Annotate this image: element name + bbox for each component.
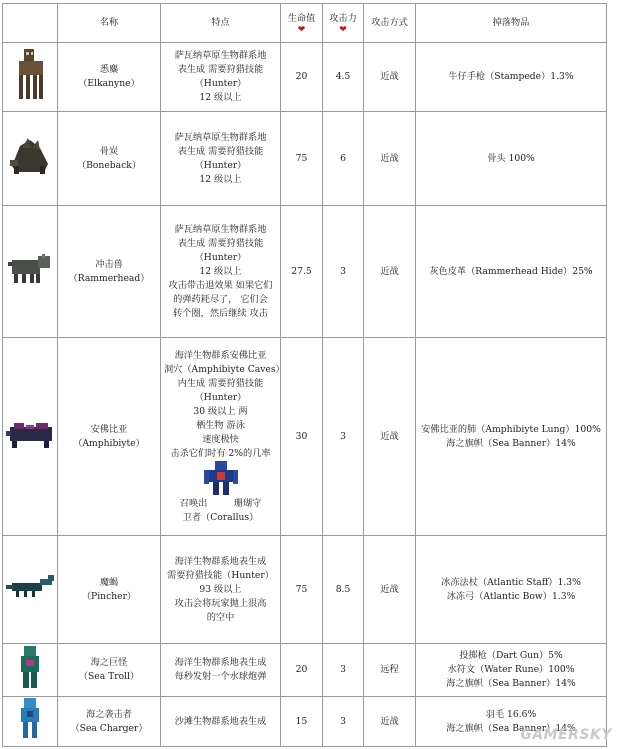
feature-line: 攻击带击退效果 如果它们 [168, 279, 273, 291]
mob-attack: 3 [323, 206, 364, 338]
mob-name-en: （Boneback） [76, 159, 142, 171]
mob-image-sea-charger [3, 697, 58, 747]
heart-icon: ❤ [339, 24, 347, 35]
feature-line: 萨瓦纳草原生物群系地 [174, 50, 267, 61]
mob-name-cell [58, 338, 161, 536]
mob-name-cell [58, 697, 161, 747]
mob-features [161, 43, 281, 112]
mob-name-en: （Amphibiyte） [73, 437, 145, 449]
mob-image-boneback [3, 112, 58, 206]
mob-drops [416, 338, 607, 536]
mob-health: 20 [281, 644, 323, 697]
feature-line: 表生成 需要狩猎技能 [177, 145, 264, 157]
mob-health: 30 [281, 338, 323, 536]
header-row [3, 4, 607, 43]
mob-name-en: （Rammerhead） [68, 272, 150, 284]
table-row [3, 536, 607, 644]
feature-line: 洞穴（Amphibiyte Caves） [164, 363, 285, 375]
mob-image-sea-troll [3, 644, 58, 697]
watermark: GAMERSKY [520, 727, 612, 743]
drop-line: 投掷枪（Dart Gun）5% [459, 650, 563, 661]
table-row [3, 644, 607, 697]
drop-line: 冰冻法杖（Atlantic Staff）1.3% [441, 576, 581, 588]
rammerhead-icon [8, 254, 52, 284]
header-drops: 掉落物品 [416, 4, 607, 43]
header-features: 特点 [161, 4, 281, 43]
mob-attack-type: 近战 [364, 338, 416, 536]
mob-drops [416, 112, 607, 206]
drop-line: 海之旗帜（Sea Banner）14% [446, 678, 576, 689]
header-attack-type: 攻击方式 [364, 4, 416, 43]
mob-name-cn: 悉麋 [99, 64, 119, 75]
feature-line: 表生成 需要狩猎技能 [177, 64, 264, 75]
corallus-icon [204, 461, 238, 495]
table-row [3, 697, 607, 747]
mob-features [161, 697, 281, 747]
drop-line: 牛仔手枪（Stampede）1.3% [448, 71, 574, 82]
drop-line: 水符文（Water Rune）100% [447, 664, 575, 675]
mob-features [161, 206, 281, 338]
mob-attack: 3 [323, 338, 364, 536]
mob-features [161, 536, 281, 644]
mob-name-cell [58, 206, 161, 338]
feature-line: （Hunter） [194, 391, 247, 403]
mob-name-cn: 冲击兽 [95, 258, 123, 270]
mob-drops [416, 536, 607, 644]
feature-line: 每秒发射一个水球炮弹 [174, 671, 267, 682]
feature-line: 的弹药耗尽了， 它们会 [173, 293, 268, 305]
mob-health: 75 [281, 536, 323, 644]
feature-line: 海洋生物群系安佛比亚 [174, 349, 267, 361]
corallus-figure-line [164, 461, 277, 497]
feature-line: 表生成 需要狩猎技能 [177, 237, 264, 249]
amphibiyte-icon [6, 419, 56, 449]
mob-attack: 3 [323, 644, 364, 697]
feature-line: 12 级以上 [199, 92, 242, 103]
boneback-icon [8, 136, 52, 176]
feature-line: 12 级以上 [199, 265, 242, 277]
mob-name-cell [58, 536, 161, 644]
summon-last: 卫者（Corallus） [182, 511, 259, 523]
feature-line: （Hunter） [194, 78, 247, 89]
elkanyne-icon [13, 49, 47, 101]
feature-line: 转个圈，然后继续 攻击 [173, 307, 268, 319]
feature-line: 沙滩生物群系地表生成 [174, 715, 267, 727]
mob-health: 15 [281, 697, 323, 747]
mob-features [161, 112, 281, 206]
feature-line: 速度极快 [202, 433, 239, 445]
feature-line: （Hunter） [194, 251, 247, 263]
feature-line: 93 级以上 [199, 583, 242, 595]
feature-line: 12 级以上 [199, 173, 242, 185]
table-row [3, 206, 607, 338]
table-row [3, 112, 607, 206]
drop-line: 海之旗帜（Sea Banner）14% [446, 722, 576, 734]
mob-drops [416, 206, 607, 338]
mob-attack: 3 [323, 697, 364, 747]
feature-line: 的空中 [206, 611, 235, 623]
header-health [281, 4, 323, 43]
summon-line [164, 497, 277, 511]
mob-image-elkanyne [3, 43, 58, 112]
header-attack-label: 攻击力 [329, 12, 357, 24]
mob-attack-type: 近战 [364, 43, 416, 112]
mob-health: 20 [281, 43, 323, 112]
feature-line: 击杀它们时有 2%的几率 [170, 447, 271, 459]
drop-line: 骨头 100% [487, 152, 535, 164]
feature-line: 萨瓦纳草原生物群系地 [174, 223, 267, 235]
mob-name-cn: 魔蝎 [99, 576, 119, 588]
header-name: 名称 [58, 4, 161, 43]
mob-attack-type: 近战 [364, 206, 416, 338]
mob-features [161, 338, 285, 536]
mob-name-en: （Pincher） [81, 590, 137, 602]
mob-name-cell [58, 43, 161, 112]
mob-name-cn: 骨炭 [99, 145, 119, 157]
pincher-icon [6, 575, 56, 599]
mob-drops [416, 43, 607, 112]
drop-line: 灰色皮革（Rammerhead Hide）25% [429, 265, 593, 277]
header-attack [323, 4, 364, 43]
mob-image-pincher [3, 536, 58, 644]
header-icon-col [3, 4, 58, 43]
sea-troll-icon [19, 646, 41, 690]
mob-attack-type: 近战 [364, 112, 416, 206]
feature-line: 需要狩猎技能（Hunter） [167, 569, 274, 581]
sea-charger-icon [19, 698, 41, 740]
drop-line: 羽毛 16.6% [485, 708, 537, 720]
mob-attack-type: 远程 [364, 644, 416, 697]
mob-image-rammerhead [3, 206, 58, 338]
drop-line: 海之旗帜（Sea Banner）14% [446, 437, 576, 449]
header-health-label: 生命值 [287, 12, 316, 24]
drop-line: 冰冻弓（Atlantic Bow）1.3% [446, 590, 576, 602]
mob-attack: 6 [323, 112, 364, 206]
mob-name-en: （Sea Troll） [78, 671, 140, 682]
mob-name-cn: 海之巨怪 [90, 657, 128, 668]
mob-health: 75 [281, 112, 323, 206]
mob-table [2, 3, 607, 747]
mob-name-cn: 安佛比亚 [90, 423, 128, 435]
feature-line: 海洋生物群系地表生成 [174, 555, 267, 567]
mob-image-amphibiyte [3, 338, 58, 536]
summon-post: 珊瑚守 [233, 497, 262, 509]
feature-line: 30 级以上 两 [193, 405, 248, 417]
mob-name-en: （Elkanyne） [78, 78, 140, 89]
feature-line: 攻击会将玩家抛上很高 [174, 597, 267, 609]
mob-attack-type: 近战 [364, 697, 416, 747]
drop-line: 安佛比亚的肺（Amphibiyte Lung）100% [421, 423, 601, 435]
mob-name-cn: 海之袭击者 [86, 708, 132, 720]
feature-line: 内生成 需要狩猎技能 [177, 377, 264, 389]
table-row [3, 43, 607, 112]
mob-features [161, 644, 281, 697]
mob-health: 27.5 [281, 206, 323, 338]
mob-attack-type: 近战 [364, 536, 416, 644]
mob-name-cell [58, 644, 161, 697]
feature-line: 海洋生物群系地表生成 [174, 657, 267, 668]
mob-attack: 8.5 [323, 536, 364, 644]
summon-pre: 召唤出 [179, 497, 208, 509]
mob-attack: 4.5 [323, 43, 364, 112]
table-row [3, 338, 607, 536]
heart-icon: ❤ [297, 24, 306, 35]
feature-line: 萨瓦纳草原生物群系地 [174, 131, 267, 143]
feature-line: 栖生物 游泳 [196, 419, 245, 431]
mob-drops [416, 644, 607, 697]
mob-name-cell [58, 112, 161, 206]
mob-name-en: （Sea Charger） [70, 722, 148, 734]
feature-line: （Hunter） [194, 159, 247, 171]
